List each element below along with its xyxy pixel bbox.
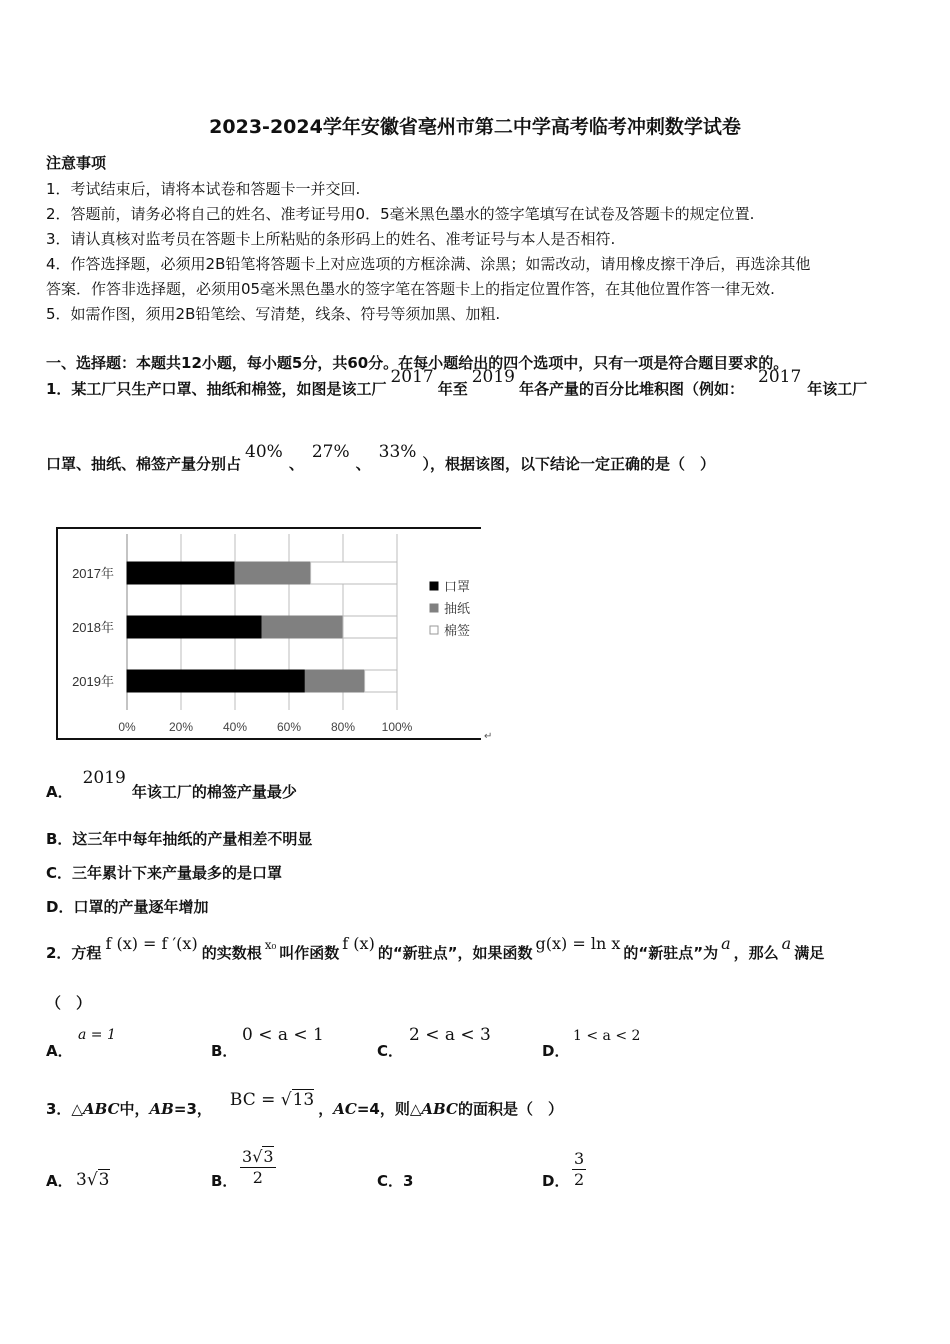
bar-segment: [235, 562, 311, 584]
question-3-option-d-label: D．: [542, 1172, 570, 1190]
legend-swatch: [430, 626, 438, 634]
x-tick-label: 20%: [168, 720, 194, 734]
question-3-option-d: $\frac{3}{2}$: [574, 1149, 585, 1189]
question-2-answer-paren: （ ）: [46, 994, 92, 1012]
stacked-bar-chart: [56, 527, 481, 740]
legend-label: 棉签: [444, 623, 471, 638]
question-3-option-a: 3√3: [76, 1170, 110, 1190]
question-1-option-d: D．口罩的产量逐年增加: [46, 898, 209, 916]
x-tick-label: 80%: [330, 720, 356, 734]
notice-item: 3．请认真核对监考员在答题卡上所粘贴的条形码上的姓名、准考证号与本人是否相符.: [46, 230, 616, 248]
question-2-option-a-label: A．: [46, 1042, 73, 1060]
bar-segment: [127, 616, 262, 638]
notice-item: 答案．作答非选择题，必须用05毫米黑色墨水的签字笔在答题卡上的指定位置作答，在其他位置作答一律无效.: [46, 280, 775, 298]
x-tick-label: 0%: [118, 720, 136, 734]
legend-label: 抽纸: [444, 601, 471, 616]
question-3-option-b: $\frac{3√3}{2}$: [242, 1147, 274, 1187]
section-heading: 一、选择题：本题共12小题，每小题5分，共60分。在每小题给出的四个选项中，只有一项是符合题目要求的。: [46, 354, 789, 372]
y-tick-label: 2018年: [72, 620, 114, 635]
bar-segment: [311, 562, 397, 584]
x-tick-label: 60%: [276, 720, 302, 734]
page-title: 2023-2024学年安徽省亳州市第二中学高考临考冲刺数学试卷: [209, 116, 741, 138]
question-1-stem-line1: 1．某工厂只生产口罩、抽纸和棉签，如图是该工厂2017年至2019年各产量的百分比堆积图（例如：2017年该工厂: [46, 367, 868, 398]
question-1-option-c: C．三年累计下来产量最多的是口罩: [46, 864, 283, 882]
question-3-stem: 3．△ABC中，AB=3， BC = √13 ，AC=4，则△ABC的面积是（ ）: [46, 1090, 563, 1118]
question-3-option-c: C．3: [377, 1172, 414, 1190]
bar-segment: [305, 670, 364, 692]
legend-swatch: [430, 582, 438, 590]
question-2-option-b: 0 < a < 1: [242, 1025, 324, 1045]
notice-heading: 注意事项: [46, 154, 107, 172]
bar-segment: [127, 562, 235, 584]
notice-item: 4．作答选择题，必须用2B铅笔将答题卡上对应选项的方框涂满、涂黑；如需改动，请用橡皮擦干净后，再选涂其他: [46, 255, 811, 273]
notice-item: 2．答题前，请务必将自己的姓名、准考证号用0．5毫米黑色墨水的签字笔填写在试卷及答题卡的规定位置.: [46, 205, 755, 223]
question-2-option-b-label: B．: [211, 1042, 238, 1060]
notice-item: 5．如需作图，须用2B铅笔绘、写清楚，线条、符号等须加黑、加粗.: [46, 305, 501, 323]
question-2-option-c: 2 < a < 3: [409, 1025, 491, 1045]
question-2-option-d: 1 < a < 2: [573, 1028, 641, 1044]
question-1-option-b: B．这三年中每年抽纸的产量相差不明显: [46, 830, 313, 848]
paragraph-mark-icon: ↵: [484, 731, 493, 742]
chart-svg: [58, 529, 483, 740]
legend-swatch: [430, 604, 438, 612]
question-1-stem-line2: 口罩、抽纸、棉签产量分别占40%、27%、33%），根据该图，以下结论一定正确的是（ ）: [46, 442, 715, 473]
legend-label: 口罩: [444, 579, 471, 594]
question-3-option-b-label: B．: [211, 1172, 238, 1190]
question-2-option-d-label: D．: [542, 1042, 570, 1060]
bar-segment: [343, 616, 397, 638]
question-2-option-a: a = 1: [78, 1027, 116, 1043]
question-3-option-a-label: A．: [46, 1172, 73, 1190]
y-tick-label: 2017年: [72, 566, 114, 581]
question-1-option-a: A．2019年该工厂的棉签产量最少: [46, 768, 297, 801]
bar-segment: [262, 616, 343, 638]
x-tick-label: 100%: [381, 720, 413, 734]
question-2-option-c-label: C．: [377, 1042, 404, 1060]
x-tick-label: 40%: [222, 720, 248, 734]
y-tick-label: 2019年: [72, 674, 114, 689]
notice-item: 1．考试结束后，请将本试卷和答题卡一并交回.: [46, 180, 361, 198]
bar-segment: [127, 670, 305, 692]
bar-segment: [365, 670, 397, 692]
question-2-stem: 2．方程 f (x) = f ′(x) 的实数根 $^{x_0}$ 叫作函数 f (x) 的“新驻点”，如果函数 g(x) = ln x 的“新驻点”为 a ，那么 a 满足: [46, 934, 825, 962]
